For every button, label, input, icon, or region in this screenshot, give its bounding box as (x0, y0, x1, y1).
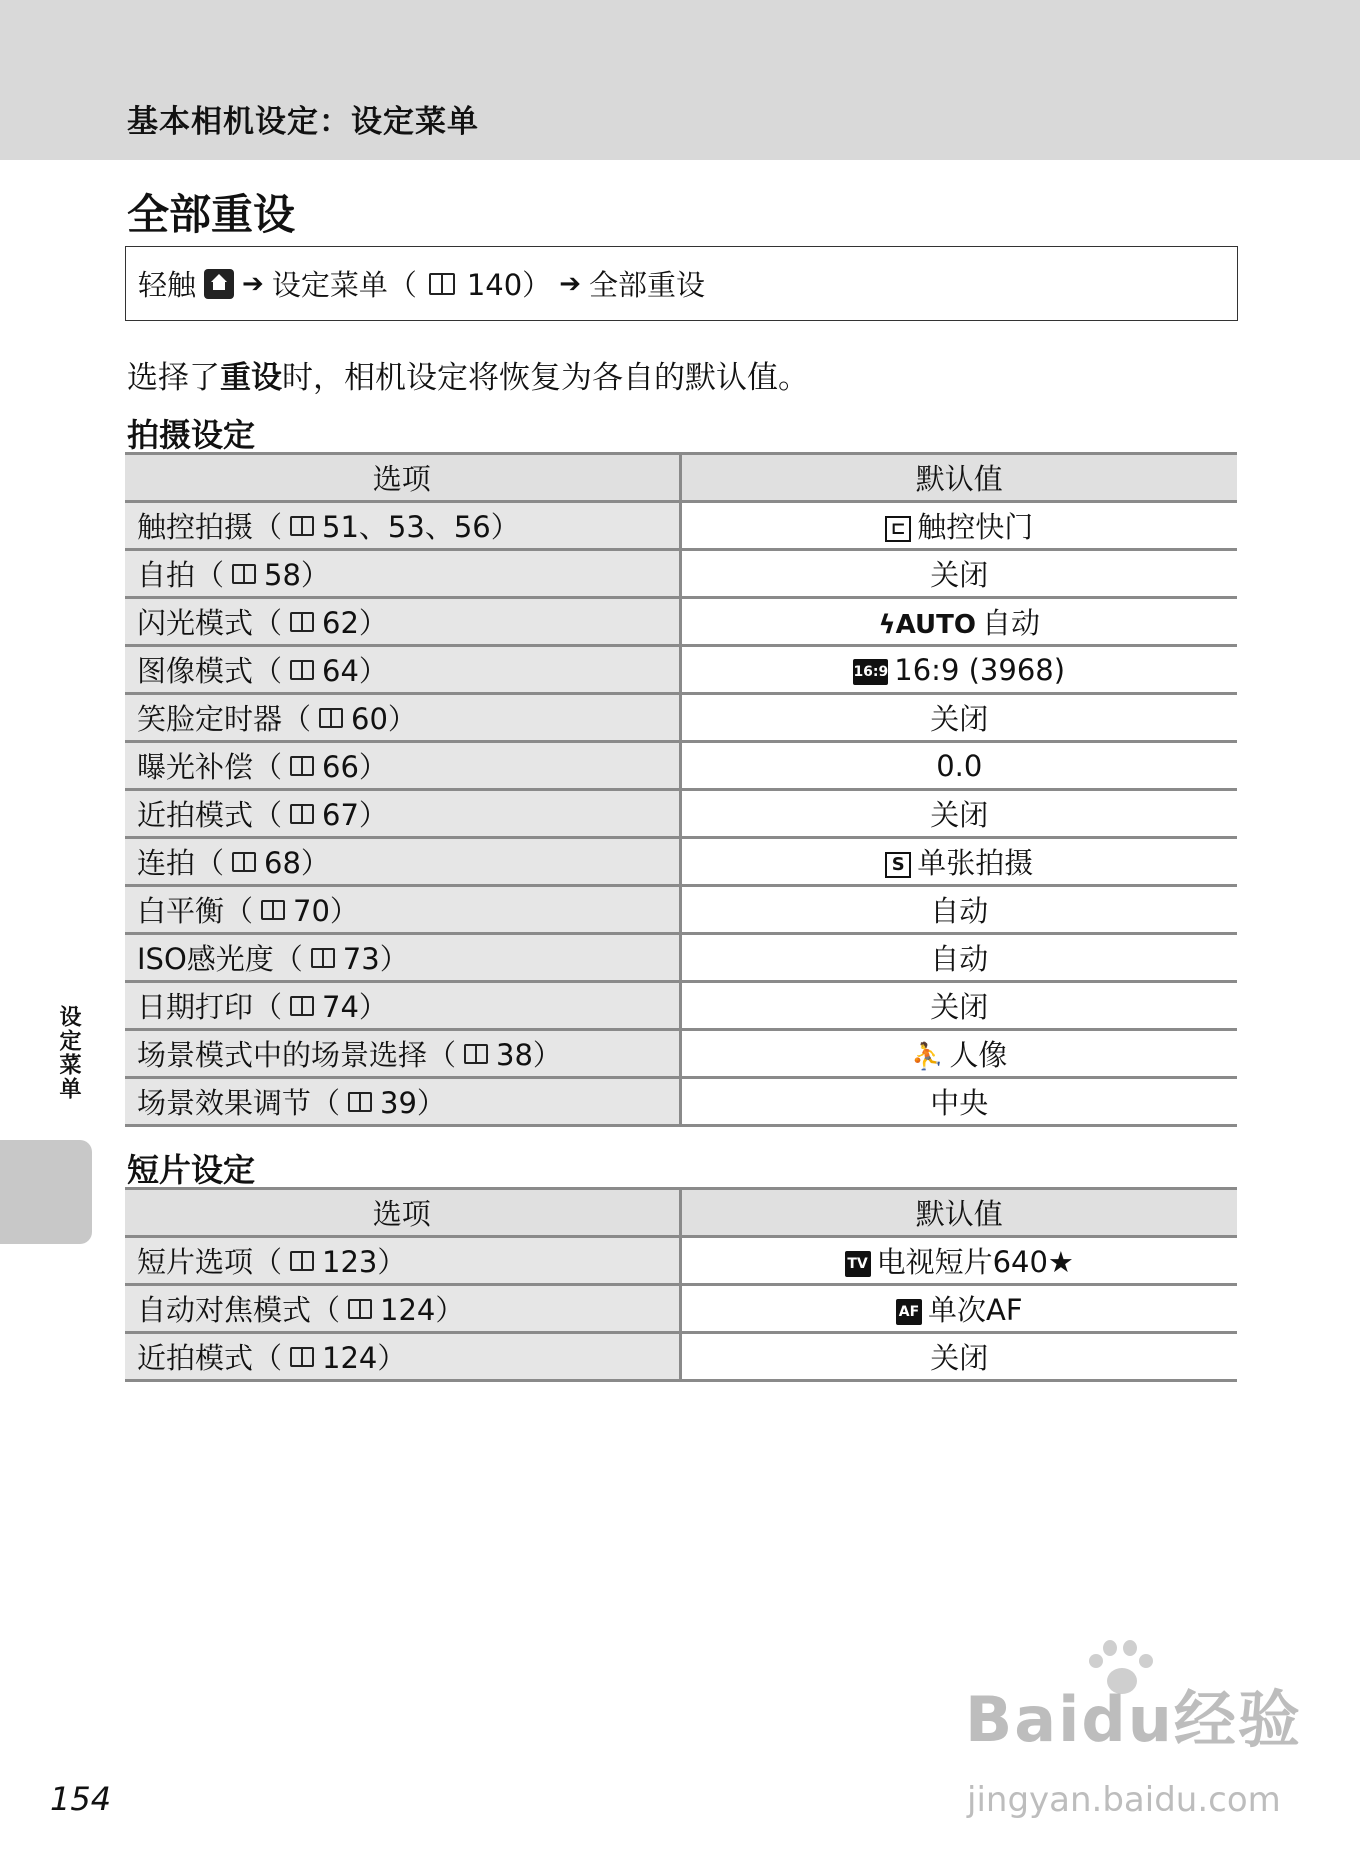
option-label (137, 745, 388, 786)
default-value: 中央 (930, 1086, 989, 1120)
table-row (125, 1078, 1237, 1126)
portrait-icon: ⛹ (911, 1042, 944, 1072)
tv-movie-icon: TV (845, 1251, 871, 1277)
book-icon (290, 996, 314, 1016)
default-value: 关闭 (930, 558, 989, 592)
book-icon (290, 804, 314, 824)
default-cell (680, 694, 1237, 742)
option-label (137, 889, 359, 930)
touch-shutter-icon: ⊏ (885, 516, 911, 542)
option-label (137, 937, 409, 978)
default-value: 0.0 (936, 748, 983, 783)
arrow-right-icon: ➔ (559, 268, 581, 299)
watermark-url: jingyan.baidu.com (967, 1780, 1281, 1820)
page-reference: 124） (322, 1341, 407, 1375)
table-row (125, 982, 1237, 1030)
default-cell (680, 598, 1237, 646)
option-text: ISO感光度（ (137, 942, 303, 976)
option-text: 场景模式中的场景选择（ (137, 1038, 457, 1072)
table-row (125, 742, 1237, 790)
option-text: 自拍（ (137, 558, 225, 592)
book-icon (290, 1251, 314, 1271)
book-icon (290, 1347, 314, 1367)
default-value: 自动 (930, 942, 989, 976)
default-cell (680, 550, 1237, 598)
option-cell (125, 1333, 680, 1381)
navigation-path-box (125, 246, 1238, 321)
option-text: 图像模式（ (137, 654, 283, 688)
page-reference: 123） (322, 1245, 407, 1279)
default-cell (680, 982, 1237, 1030)
book-icon (290, 516, 314, 536)
page-reference: 39） (380, 1086, 446, 1120)
table-row (125, 598, 1237, 646)
page-reference: 60） (351, 702, 417, 736)
book-icon (261, 900, 285, 920)
book-icon (464, 1044, 488, 1064)
table-row (125, 502, 1237, 550)
page-reference: 38） (496, 1038, 562, 1072)
page-title: 全部重设 (127, 190, 296, 239)
option-cell (125, 502, 680, 550)
option-cell (125, 934, 680, 982)
book-icon (348, 1092, 372, 1112)
option-cell (125, 742, 680, 790)
shooting-settings-title: 拍摄设定 (127, 416, 256, 454)
default-cell (680, 1078, 1237, 1126)
option-label (137, 505, 520, 546)
option-cell (125, 838, 680, 886)
table-row (125, 934, 1237, 982)
table-row (125, 1285, 1237, 1333)
column-header-option: 选项 (125, 454, 680, 502)
option-text: 连拍（ (137, 846, 225, 880)
default-cell (680, 838, 1237, 886)
table-row (125, 838, 1237, 886)
page-reference: 62） (322, 606, 388, 640)
default-value: 关闭 (930, 1341, 989, 1375)
table-row (125, 550, 1237, 598)
book-icon (290, 660, 314, 680)
option-label (137, 697, 417, 738)
column-header-option: 选项 (125, 1189, 680, 1237)
option-label (137, 985, 388, 1026)
nav-touch-label: 轻触 (138, 268, 197, 302)
side-section-tab (0, 1140, 92, 1244)
option-cell (125, 694, 680, 742)
table-header-row (125, 1189, 1237, 1237)
default-cell (680, 886, 1237, 934)
option-cell (125, 790, 680, 838)
column-header-default: 默认值 (680, 454, 1237, 502)
page-reference: 67） (322, 798, 388, 832)
default-value: 关闭 (930, 990, 989, 1024)
table-row (125, 1333, 1237, 1381)
option-text: 近拍模式（ (137, 1341, 283, 1375)
side-section-label: 设定菜单 (56, 1005, 81, 1101)
book-icon (232, 852, 256, 872)
default-value: 单张拍摄 (917, 846, 1034, 880)
option-cell (125, 1030, 680, 1078)
default-value: 自动 (981, 606, 1040, 640)
nav-setup-ref: 140） (466, 268, 552, 302)
flash-auto-icon: ϟAUTO (878, 610, 976, 640)
default-cell (680, 502, 1237, 550)
intro-text (127, 352, 809, 397)
option-label (137, 1288, 464, 1329)
nav-setup-menu: 设定菜单（ (271, 268, 417, 302)
page-reference: 74） (322, 990, 388, 1024)
option-label (137, 793, 388, 834)
option-text: 笑脸定时器（ (137, 702, 312, 736)
default-cell (680, 1285, 1237, 1333)
option-cell (125, 646, 680, 694)
option-text: 场景效果调节（ (137, 1086, 341, 1120)
intro-post: 时，相机设定将恢复为各自的默认值。 (282, 360, 809, 396)
default-cell (680, 1030, 1237, 1078)
table-row (125, 646, 1237, 694)
page-reference: 66） (322, 750, 388, 784)
intro-pre: 选择了 (127, 360, 220, 396)
option-text: 日期打印（ (137, 990, 283, 1024)
option-text: 短片选项（ (137, 1245, 283, 1279)
option-label (137, 649, 388, 690)
option-label (137, 841, 330, 882)
option-label (137, 1033, 562, 1074)
table-row (125, 1237, 1237, 1285)
single-af-icon: AF (896, 1299, 922, 1325)
book-icon (429, 273, 455, 295)
default-cell (680, 1333, 1237, 1381)
option-label (137, 553, 330, 594)
table-row (125, 886, 1237, 934)
header-title: 基本相机设定：设定菜单 (127, 104, 479, 140)
page-reference: 51、53、56） (322, 510, 520, 544)
option-text: 自动对焦模式（ (137, 1293, 341, 1327)
option-label (137, 1240, 406, 1281)
movie-settings-title: 短片设定 (127, 1151, 256, 1189)
book-icon (319, 708, 343, 728)
page-reference: 64） (322, 654, 388, 688)
book-icon (232, 564, 256, 584)
table-row (125, 694, 1237, 742)
page-reference: 58） (264, 558, 330, 592)
page-reference: 70） (293, 894, 359, 928)
book-icon (348, 1299, 372, 1319)
default-cell (680, 742, 1237, 790)
option-text: 触控拍摄（ (137, 510, 283, 544)
option-cell (125, 1285, 680, 1333)
default-value: 关闭 (930, 702, 989, 736)
default-value: 自动 (930, 894, 989, 928)
option-label (137, 1081, 446, 1122)
default-value: 关闭 (930, 798, 989, 832)
default-cell (680, 646, 1237, 694)
option-cell (125, 550, 680, 598)
default-cell (680, 1237, 1237, 1285)
home-icon (204, 269, 234, 299)
option-label (137, 601, 388, 642)
default-cell (680, 934, 1237, 982)
shooting-settings-table (125, 452, 1237, 1127)
nav-reset-all: 全部重设 (588, 268, 705, 302)
table-header-row (125, 454, 1237, 502)
arrow-right-icon: ➔ (242, 268, 264, 299)
page-number: 154 (50, 1780, 112, 1818)
book-icon (311, 948, 335, 968)
book-icon (290, 756, 314, 776)
option-cell (125, 886, 680, 934)
default-cell (680, 790, 1237, 838)
option-text: 闪光模式（ (137, 606, 283, 640)
default-value: 触控快门 (917, 510, 1034, 544)
image-mode-icon: 16:9 (853, 659, 888, 685)
default-value: 单次AF (927, 1293, 1023, 1327)
book-icon (290, 612, 314, 632)
default-value: 电视短片640★ (876, 1245, 1074, 1279)
page-reference: 124） (380, 1293, 465, 1327)
column-header-default: 默认值 (680, 1189, 1237, 1237)
single-shot-icon: S (885, 852, 911, 878)
watermark-logo: Baidu经验 (965, 1683, 1302, 1756)
option-text: 白平衡（ (137, 894, 254, 928)
intro-bold: 重设 (220, 360, 282, 396)
option-cell (125, 982, 680, 1030)
option-cell (125, 1078, 680, 1126)
table-row (125, 790, 1237, 838)
option-cell (125, 1237, 680, 1285)
page-reference: 73） (342, 942, 409, 976)
option-cell (125, 598, 680, 646)
option-text: 近拍模式（ (137, 798, 283, 832)
table-row (125, 1030, 1237, 1078)
default-value: 人像 (949, 1038, 1008, 1072)
page-reference: 68） (264, 846, 330, 880)
movie-settings-table (125, 1187, 1237, 1382)
option-label (137, 1336, 406, 1377)
default-value: 16:9 (3968) (894, 652, 1066, 687)
option-text: 曝光补偿（ (137, 750, 283, 784)
